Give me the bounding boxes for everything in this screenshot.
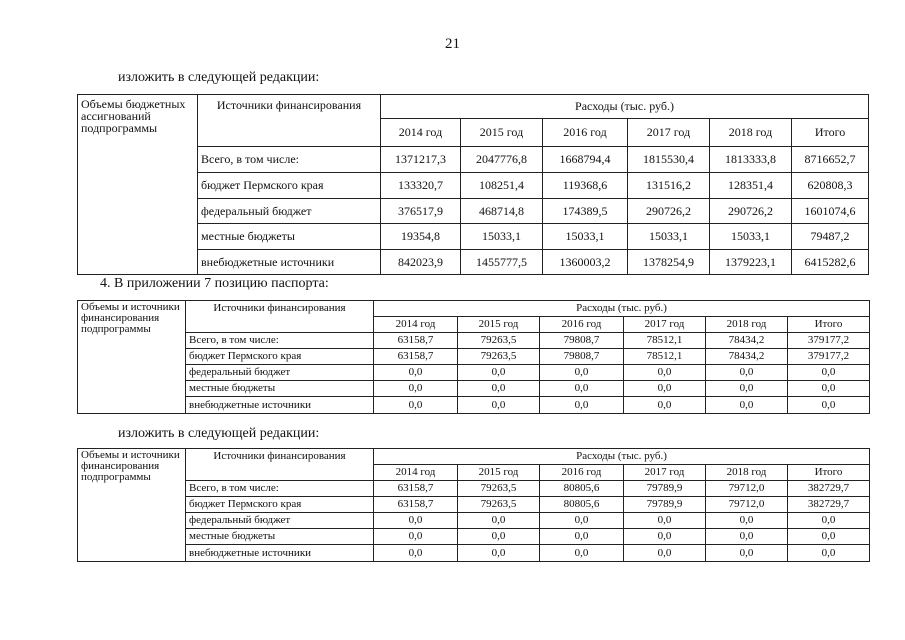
value-cell: 133320,7 bbox=[381, 173, 461, 199]
year-header: 2016 год bbox=[540, 317, 624, 333]
value-cell: 0,0 bbox=[624, 513, 706, 529]
value-cell: 174389,5 bbox=[543, 199, 628, 224]
value-cell: 0,0 bbox=[458, 397, 540, 414]
total-cell: 0,0 bbox=[788, 381, 870, 397]
value-cell: 0,0 bbox=[706, 545, 788, 562]
year-header: 2014 год bbox=[374, 317, 458, 333]
value-cell: 79808,7 bbox=[540, 349, 624, 365]
table-lead-cell: Объемы и источники финансирования подпрограммы bbox=[78, 449, 186, 562]
year-header: 2015 год bbox=[458, 317, 540, 333]
value-cell: 1379223,1 bbox=[710, 250, 792, 275]
value-cell: 63158,7 bbox=[374, 497, 458, 513]
value-cell: 15033,1 bbox=[710, 224, 792, 250]
value-cell: 1668794,4 bbox=[543, 147, 628, 173]
value-cell: 78512,1 bbox=[624, 349, 706, 365]
funding-source-cell: федеральный бюджет bbox=[186, 365, 374, 381]
value-cell: 79263,5 bbox=[458, 333, 540, 349]
value-cell: 78434,2 bbox=[706, 349, 788, 365]
value-cell: 0,0 bbox=[374, 545, 458, 562]
value-cell: 290726,2 bbox=[628, 199, 710, 224]
funding-source-cell: федеральный бюджет bbox=[186, 513, 374, 529]
value-cell: 0,0 bbox=[458, 545, 540, 562]
year-header: 2017 год bbox=[628, 119, 710, 147]
value-cell: 15033,1 bbox=[461, 224, 543, 250]
value-cell: 376517,9 bbox=[381, 199, 461, 224]
value-cell: 78512,1 bbox=[624, 333, 706, 349]
value-cell: 2047776,8 bbox=[461, 147, 543, 173]
value-cell: 1455777,5 bbox=[461, 250, 543, 275]
expenses-header: Расходы (тыс. руб.) bbox=[374, 449, 870, 465]
value-cell: 0,0 bbox=[374, 513, 458, 529]
value-cell: 108251,4 bbox=[461, 173, 543, 199]
year-header: 2018 год bbox=[706, 317, 788, 333]
value-cell: 79263,5 bbox=[458, 481, 540, 497]
funding-source-cell: бюджет Пермского края bbox=[186, 497, 374, 513]
value-cell: 0,0 bbox=[706, 513, 788, 529]
value-cell: 15033,1 bbox=[628, 224, 710, 250]
value-cell: 1360003,2 bbox=[543, 250, 628, 275]
value-cell: 468714,8 bbox=[461, 199, 543, 224]
value-cell: 131516,2 bbox=[628, 173, 710, 199]
value-cell: 0,0 bbox=[374, 381, 458, 397]
total-cell: 620808,3 bbox=[792, 173, 869, 199]
value-cell: 0,0 bbox=[540, 545, 624, 562]
year-header: 2014 год bbox=[374, 465, 458, 481]
table-lead-cell: Объемы бюджетных ассигнований подпрограммы bbox=[78, 95, 198, 275]
table-lead-cell: Объемы и источники финансирования подпрограммы bbox=[78, 301, 186, 414]
funding-source-cell: местные бюджеты bbox=[186, 529, 374, 545]
total-cell: 8716652,7 bbox=[792, 147, 869, 173]
funding-source-cell: бюджет Пермского края bbox=[186, 349, 374, 365]
value-cell: 15033,1 bbox=[543, 224, 628, 250]
funding-source-cell: Всего, в том числе: bbox=[198, 147, 381, 173]
value-cell: 128351,4 bbox=[710, 173, 792, 199]
total-cell: 0,0 bbox=[788, 513, 870, 529]
total-cell: 0,0 bbox=[788, 365, 870, 381]
table-row bbox=[78, 513, 870, 529]
total-cell: 379177,2 bbox=[788, 333, 870, 349]
value-cell: 63158,7 bbox=[374, 481, 458, 497]
value-cell: 0,0 bbox=[706, 529, 788, 545]
value-cell: 0,0 bbox=[624, 365, 706, 381]
value-cell: 1371217,3 bbox=[381, 147, 461, 173]
table-row bbox=[78, 529, 870, 545]
value-cell: 79263,5 bbox=[458, 349, 540, 365]
year-header: 2016 год bbox=[540, 465, 624, 481]
sources-header: Источники финансирования bbox=[186, 301, 374, 333]
year-header: 2018 год bbox=[710, 119, 792, 147]
total-cell: 1601074,6 bbox=[792, 199, 869, 224]
year-header: 2016 год bbox=[543, 119, 628, 147]
value-cell: 79789,9 bbox=[624, 497, 706, 513]
value-cell: 842023,9 bbox=[381, 250, 461, 275]
value-cell: 0,0 bbox=[706, 365, 788, 381]
value-cell: 63158,7 bbox=[374, 349, 458, 365]
year-header: 2014 год bbox=[381, 119, 461, 147]
funding-source-cell: местные бюджеты bbox=[198, 224, 381, 250]
table-row bbox=[78, 349, 870, 365]
value-cell: 119368,6 bbox=[543, 173, 628, 199]
value-cell: 0,0 bbox=[540, 529, 624, 545]
intro-paragraph-2: изложить в следующей редакции: bbox=[118, 426, 320, 441]
value-cell: 0,0 bbox=[458, 381, 540, 397]
page-number: 21 bbox=[445, 36, 460, 52]
value-cell: 0,0 bbox=[540, 397, 624, 414]
value-cell: 0,0 bbox=[540, 381, 624, 397]
total-cell: 382729,7 bbox=[788, 497, 870, 513]
value-cell: 79263,5 bbox=[458, 497, 540, 513]
table-row bbox=[78, 365, 870, 381]
funding-source-cell: федеральный бюджет bbox=[198, 199, 381, 224]
section-heading: 4. В приложении 7 позицию паспорта: bbox=[100, 276, 329, 291]
value-cell: 0,0 bbox=[458, 365, 540, 381]
total-cell: 6415282,6 bbox=[792, 250, 869, 275]
year-header: 2018 год bbox=[706, 465, 788, 481]
table-row bbox=[78, 481, 870, 497]
total-cell: 379177,2 bbox=[788, 349, 870, 365]
budget-table-3 bbox=[77, 448, 870, 562]
value-cell: 0,0 bbox=[458, 513, 540, 529]
value-cell: 79712,0 bbox=[706, 497, 788, 513]
value-cell: 80805,6 bbox=[540, 497, 624, 513]
year-header: 2015 год bbox=[461, 119, 543, 147]
value-cell: 0,0 bbox=[458, 529, 540, 545]
sources-header: Источники финансирования bbox=[186, 449, 374, 481]
value-cell: 19354,8 bbox=[381, 224, 461, 250]
sources-header: Источники финансирования bbox=[198, 95, 381, 147]
value-cell: 0,0 bbox=[624, 397, 706, 414]
funding-source-cell: Всего, в том числе: bbox=[186, 481, 374, 497]
funding-source-cell: внебюджетные источники bbox=[186, 397, 374, 414]
total-cell: 0,0 bbox=[788, 397, 870, 414]
total-cell: 79487,2 bbox=[792, 224, 869, 250]
funding-source-cell: местные бюджеты bbox=[186, 381, 374, 397]
intro-paragraph-1: изложить в следующей редакции: bbox=[118, 70, 320, 85]
value-cell: 0,0 bbox=[706, 381, 788, 397]
value-cell: 0,0 bbox=[624, 529, 706, 545]
value-cell: 0,0 bbox=[374, 397, 458, 414]
value-cell: 0,0 bbox=[540, 365, 624, 381]
total-header: Итого bbox=[792, 119, 869, 147]
value-cell: 0,0 bbox=[540, 513, 624, 529]
year-header: 2015 год bbox=[458, 465, 540, 481]
total-header: Итого bbox=[788, 317, 870, 333]
value-cell: 0,0 bbox=[374, 529, 458, 545]
year-header: 2017 год bbox=[624, 317, 706, 333]
value-cell: 79808,7 bbox=[540, 333, 624, 349]
table-row bbox=[78, 545, 870, 562]
funding-source-cell: бюджет Пермского края bbox=[198, 173, 381, 199]
value-cell: 0,0 bbox=[624, 545, 706, 562]
table-row bbox=[78, 333, 870, 349]
table-row bbox=[78, 397, 870, 414]
value-cell: 79712,0 bbox=[706, 481, 788, 497]
value-cell: 0,0 bbox=[706, 397, 788, 414]
expenses-header: Расходы (тыс. руб.) bbox=[374, 301, 870, 317]
value-cell: 1813333,8 bbox=[710, 147, 792, 173]
value-cell: 1815530,4 bbox=[628, 147, 710, 173]
expenses-header: Расходы (тыс. руб.) bbox=[381, 95, 869, 119]
value-cell: 80805,6 bbox=[540, 481, 624, 497]
value-cell: 63158,7 bbox=[374, 333, 458, 349]
value-cell: 1378254,9 bbox=[628, 250, 710, 275]
value-cell: 78434,2 bbox=[706, 333, 788, 349]
funding-source-cell: Всего, в том числе: bbox=[186, 333, 374, 349]
funding-source-cell: внебюджетные источники bbox=[198, 250, 381, 275]
value-cell: 0,0 bbox=[374, 365, 458, 381]
total-cell: 0,0 bbox=[788, 529, 870, 545]
total-cell: 0,0 bbox=[788, 545, 870, 562]
value-cell: 290726,2 bbox=[710, 199, 792, 224]
year-header: 2017 год bbox=[624, 465, 706, 481]
total-header: Итого bbox=[788, 465, 870, 481]
value-cell: 0,0 bbox=[624, 381, 706, 397]
funding-source-cell: внебюджетные источники bbox=[186, 545, 374, 562]
budget-table-1 bbox=[77, 94, 869, 275]
value-cell: 79789,9 bbox=[624, 481, 706, 497]
table-row bbox=[78, 381, 870, 397]
budget-table-2 bbox=[77, 300, 870, 414]
table-row bbox=[78, 497, 870, 513]
total-cell: 382729,7 bbox=[788, 481, 870, 497]
